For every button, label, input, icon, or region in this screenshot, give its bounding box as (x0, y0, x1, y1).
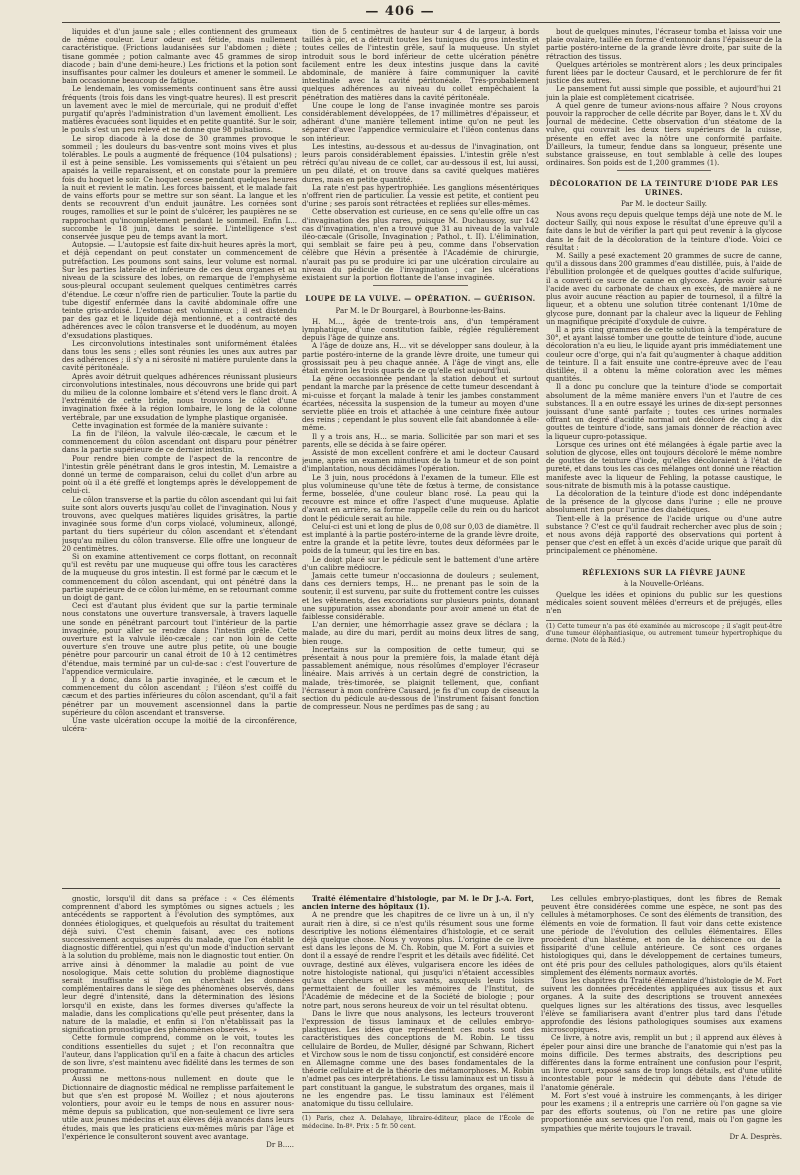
paragraph: Jamais cette tumeur n'occasionna de douleurs ; seulement, dans ces derniers temps, H... ne prenant pas le soin de la soutenir, il est survenu, par suite du frottement contre les cuisses et les vêtements, des excoriations sur plusieurs points, donnant une suppuration assez abondante pour avoir amené un état de faiblesse considérable. (302, 571, 539, 622)
paragraph: Les circonvolutions intestinales sont uniformément étalées dans tous les sens ; elles sont réunies les unes aux autres par des adhérences ; il s'y a ni sérosité ni matière purulente dans la cavité péritonéale. (62, 338, 297, 373)
paragraph: Le lendemain, les vomissements continuent sans être aussi fréquents (trois fois dans les vingt-quatre heures). Il est prescrit un lavement avec le miel de mercuriale, qui ne produit d'effet purgatif qu'après l'administration d'un lavement émollient. Les matières évacuées sont liquides et en petite quantité. Sur le soir, le pouls s'est un peu relevé et ne donne que 98 pulsations. (62, 84, 297, 135)
article-byline: Par M. le Dr Bourgarel, à Bourbonne-les-Bains. (335, 305, 506, 315)
article-title: RÉFLEXIONS SUR LA FIÈVRE JAUNE (582, 567, 746, 577)
paragraph: Le doigt placé sur le pédicule sent le battement d'une artère d'un calibre médiocre. (302, 554, 539, 572)
paragraph: Autopsie. — L'autopsie est faite dix-huit heures après la mort, et déjà cependant on peut constater un commencement de putréfaction. Les poumons sont sains, leur volume est normal. Sur les parties latérale et inférieure de ces deux organes et au niveau de la scissure des lobes, on remarque de l'emphysème sous-pleural occupant seulement quelques centimètres carrés d'étendue. Le cœur n'offre rien de particulier. Toute la partie du tube digestif enfermée dans la cavité abdominale offre une teinte gris-ardoisé. L'estomac est volumineux ; il est distendu par des gaz et le liquide déjà mentionné, et a contracté des adhérences avec le côlon transverse et le duodénum, au moyen d'exsudations plastiques. (62, 240, 297, 340)
paragraph: Après avoir détruit quelques adhérences réunissant plusieurs circonvolutions intestinales, nous découvrons une bride qui part du milieu de la colonne lombaire et s'étend vers le flanc droit. A l'extrémité de cette bride, nous trouvons le côlet d'une invagination fixée à la région lombaire, le long de la colonne vertébrale, par une exsudation de lymphe plastique organisée. (62, 371, 297, 422)
paragraph: A ne prendre que les chapitres de ce livre un à un, il n'y aurait rien à dire, si ce n'est qu'ils résument sous une forme descriptive les notions élémentaires d'histologie, et ce serait déjà quelque chose. Nous y voyons plus. L'origine de ce livre est dans les leçons de M. Ch. Robin, que M. Fort a suivies et dont il a essayé de rendre l'esprit et les détails avec fidélité. Cet ouvrage, destiné aux élèves, vulgarisera encore les idées de notre histologiste national, qui jusqu'ici n'étaient accessibles qu'aux chercheurs et aux savants, auxquels leurs loisirs permettaient de fouiller les mémoires de l'Institut, de l'Académie de médecine et de la Société de biologie ; pour notre part, nous serons heureux de voir un tel résultat obtenu. (302, 910, 534, 1010)
bottom-column-3 (541, 895, 782, 1163)
paragraph: La décoloration de la teinture d'iode est donc indépendante de la présence de la glycose dans l'urine ; elle ne prouve absolument rien pour l'urine des diabétiques. (546, 488, 782, 515)
paragraph: Le côlon transverse et la partie du côlon ascendant qui lui fait suite sont alors ouverts jusqu'au collet de l'invagination. Nous y trouvons, avec quelques matières liquides grisâtres, la partie invaginée sous forme d'un corps violacé, volumineux, allongé, partant du tiers supérieur du côlon ascendant et s'étendant jusqu'au milieu du côlon transverse. Elle offre une longueur de 20 centimètres. (62, 494, 297, 553)
paragraph: Ce livre, à notre avis, remplit un but ; il apprend aux élèves à épeler pour ainsi dire une branche de l'anatomie qui n'est pas la moins difficile. Des termes abstraits, des descriptions peu différentes dans la forme entraînent une confusion pour l'esprit, un livre court, exposé sans de trop longs détails, est d'une utilité incontestable pour le médecin qui débute dans l'étude de l'anatomie générale. (541, 1033, 782, 1092)
page-number: — 406 — (365, 4, 435, 19)
paragraph: Les cellules embryo-plastiques, dont les fibres de Remak peuvent être considérées comme une espèce, ne sont pas des cellules à métamorphoses. Ce sont des éléments de transition, des éléments en voie de formation. Il faut voir dans cette existence une période de l'évolution des cellules élémentaires. Elles procèdent d'un blastème, et non de la déhiscence ou de la fissiparité d'une cellule antérieure. Ce sont ces organes histologiques qui, dans le développement de certaines tumeurs, ont été pris pour des cellules pathologiques, alors qu'ils étaient simplement des éléments normaux avortés. (541, 895, 782, 977)
paragraph: Le sirop diacode à la dose de 30 grammes provoque le sommeil ; les douleurs du bas-ventre sont moins vives et plus tolérables. Le pouls a augmenté de fréquence (104 pulsations) ; il est à peine sensible. Les vomissements qui s'étaient un peu apaisés la veille reparaissent, et on constate pour la première fois du hoquet le soir. Ce hoquet cesse pendant quelques heures la nuit et revient le matin. Les forces baissent, et le malade fait de vains efforts pour se mettre sur son séant. La langue et les dents se recouvrent d'un enduit jaunâtre. Les cornées sont rouges, ramollies et sur le point de s'ulcérer, les paupières ne se rapprochant qu'incomplètement pendant le sommeil. Enfin L... succombe le 18 juin, dans le soirée. L'intelligence s'est conservée jusque peu de temps avant la mort. (62, 133, 297, 242)
paragraph: Si on examine attentivement ce corps flottant, on reconnaît qu'il est revêtu par une muqueuse qui offre tous les caractères de la muqueuse du gros intestin. Il est formé par le cæcum et le commencement du côlon ascendant, qui ont pénétré dans la partie supérieure de ce côlon lui-même, en se retournant comme un doigt de gant. (62, 552, 297, 603)
paragraph: Il a pris cinq grammes de cette solution à la température de 30°, et ayant laissé tomber une goutte de teinture d'iode, aucune décoloration n'a eu lieu, le liquide ayant pris immédiatement une couleur ocre d'orge, qui n'a fait qu'augmenter à chaque addition de teinture. Il a fait ensuite une contre-épreuve avec de l'eau distillée, il a obtenu la même coloration avec les mêmes quantités. (546, 324, 782, 384)
paragraph: liquides et d'un jaune sale ; elles contiennent des grumeaux de même couleur. Leur odeur est fétide, mais nullement caractéristique. (Frictions laudanisées sur l'abdomen ; diète ; tisane gommée ; potion calmante avec 45 grammes de sirop diacode ; bain d'une demi-heure.) Les frictions et la potion sont insuffisantes pour calmer les douleurs et amener le sommeil. Le bain occasionne beaucoup de fatigue. (62, 28, 297, 86)
signature: Dr B..... (266, 1140, 294, 1150)
paragraph: Cette observation est curieuse, en ce sens qu'elle offre un cas d'invagination des plus rares, puisque M. Duchaussoy, sur 142 cas d'invagination, n'en a trouvé que 31 au niveau de la valvule iléo-cæcale (Grisolle, Invagination ; Pathol., t. II). L'élimination, qui semblait se faire peu à peu, comme dans l'observation célèbre que Hévin a présentée à l'Académie de chirurgie, n'aurait pas pu se produire ici par une ulcération circulaire au niveau du pédicule de l'invagination ; car les ulcérations existaient sur la portion flottante de l'anse invaginée. (302, 207, 539, 283)
paragraph: Une vaste ulcération occupe la moitié de la circonférence, ulcéra- (62, 716, 297, 734)
paragraph: gnostic, lorsqu'il dit dans sa préface : « Ces éléments comprennent d'abord les symptômes ou signes actuels ; les antécédents se rapportent à l'évolution des symptômes, aux données étiologiques, et quelquefois au résultat du traitement déjà suivi. C'est chemin faisant, avec ces notions successivement acquises auprès du malade, que l'on établit le diagnostic différentiel, qui n'est qu'un mode d'induction servant à la solution du problème, mais non le diagnostic tout entier. On arrive ainsi à dénommer la maladie au point de vue nosologique. Mais cette solution du problème diagnostique serait insuffisante si l'on en cherchait les données complémentaires dans le siège des phénomènes observés, dans leur degré d'intensité, dans la détermination des lésions lorsqu'il en existe, dans les formes diverses qu'affecte la maladie, dans les complications qu'elle peut présenter, dans la nature de la maladie, et enfin si l'on n'établissait pas la signification pronostique des phénomènes observés. » (62, 895, 294, 1035)
paragraph: Assisté de mon excellent confrère et ami le docteur Causard jeune, après un examen minutieux de la tumeur et de son point d'implantation, nous décidâmes l'opération. (302, 447, 539, 474)
article-title: LOUPE DE LA VULVE. — OPÉRATION. — GUÉRISON. (305, 294, 536, 304)
paragraph: A quel genre de tumeur avions-nous affaire ? Nous croyons pouvoir la rapprocher de celle décrite par Boyer, dans le t. XV du Journal de médecine. Cette observation d'un stéatome de la vulve, qui couvrait les deux tiers supérieurs de la cuisse, présente en effet avec la nôtre une conformité parfaite. D'ailleurs, la tumeur, fendue dans sa longueur, présente une substance graisseuse, en tout semblable à celle des loupes ordinaires. Son poids est de 1,200 grammes (1). (546, 100, 782, 168)
paragraph: L'an dernier, une hémorrhagie assez grave se déclara ; la malade, au dire du mari, perdit au moins deux litres de sang, bien rouge. (302, 620, 539, 646)
paragraph: bout de quelques minutes, l'écraseur tomba et laissa voir une plaie ovalaire, taillée en forme d'entonnoir dans l'épaisseur de la partie postéro-interne de la grande lèvre droite, par suite de la rétraction des tissus. (546, 28, 782, 61)
header-rule (62, 22, 780, 23)
paragraph: Nous avons reçu depuis quelque temps déjà une note de M. le docteur Sailly, qui nous expose le résultat d'une épreuve qu'il a faite dans le but de vérifier la part qui peut revenir à la glycose dans le fait de la décoloration de la teinture d'iode. Voici ce résultat : (546, 210, 782, 252)
paragraph: Cette formule comprend, comme on le voit, toutes les conditions essentielles du sujet ; et l'on reconnaîtra que l'auteur, dans l'application qu'il en a faite à chacun des articles de son livre, s'est maintenu avec fidélité dans les termes de son programme. (62, 1033, 294, 1076)
paragraph: La gêne occasionnée pendant la station debout et surtout pendant la marche par la présence de cette tumeur descendant à mi-cuisse et forçant la malade à tenir les jambes constamment écartées, nécessita la suspension de la tumeur au moyen d'une serviette pliée en trois et attachée à une ceinture fixée autour des reins ; cependant le plus souvent elle fait abandonnée à elle-même. (302, 374, 539, 433)
paragraph: M. Sailly a pesé exactement 20 grammes de sucre de canne, qu'il a dissous dans 200 grammes d'eau distillée, puis, à l'aide de l'ébullition prolongée et de quelques gouttes d'acide sulfurique, il a converti ce sucre de canne en glycose. Après avoir saturé l'acide avec du carbonate de chaux en excès, de manière à ne plus avoir aucune réaction au papier de tournesol, il a filtré la liqueur, et a obtenu une solution titrée contenant 1/10me de glycose pure, donnant par la chaleur avec la liqueur de Fehling un magnifique précipité d'oxydule de cuivre. (546, 251, 782, 326)
paragraph: Il y a donc, dans la partie invaginée, et le cæcum et le commencement du côlon ascendant ; l'iléon s'est coiffé du cæcum et des parties inférieures du côlon ascendant, qu'il a fait pénétrer par un mouvement ascensionnel dans la partie supérieure du côlon ascendant et transverse. (62, 675, 297, 717)
footnote: (1) Cette tumeur n'a pas été examinée au microscope ; il s'agit peut-être d'une tumeur éléphantiasique, ou autrement tumeur hypertrophique du derme. (Note de la Réd.) (546, 620, 782, 645)
section-separator (373, 285, 468, 290)
paragraph: Celui-ci est uni et long de plus de 0,08 sur 0,03 de diamètre. Il est implanté à la partie postéro-interne de la grande lèvre droite, entre la grande et la petite lèvre, toutes deux déformées par le poids de la tumeur, qui les tire en bas. (302, 521, 539, 556)
paragraph: H. M..., âgée de trente-trois ans, d'un tempérament lymphatique, d'une constitution faible, réglée régulièrement depuis l'âge de quinze ans. (302, 316, 539, 343)
column-1 (62, 28, 297, 883)
paragraph: Quelques artérioles se montrèrent alors ; les deux principales furent liées par le docteur Causard, et le perchlorure de fer fit justice des autres. (546, 59, 782, 86)
paragraph: tion de 5 centimètres de hauteur sur 4 de largeur, à bords taillés à pic, et a détruit toutes les tuniques du gros intestin et toutes celles de l'intestin grêle, sauf la muqueuse. Un stylet introduit sous le bord inférieur de cette ulcération pénètre facilement entre les deux intestins jusque dans la cavité abdominale, de manière à faire communiquer la cavité intestinale avec la cavité péritonéale. Très-probablement quelques adhérences au niveau du collet empêchaient la pénétration des matières dans la cavité péritonéale. (302, 28, 539, 102)
paragraph: La rate n'est pas hypertrophiée. Les ganglions mésentériques n'offrent rien de particulier. La vessie est petite, et contient peu d'urine ; ses parois sont rétractées et repliées sur elles-mêmes. (302, 182, 539, 209)
paragraph: Incertains sur la composition de cette tumeur, qui se présentait à nous pour la première fois, la malade étant déjà passablement anémique, nous résolûmes d'employer l'écraseur linéaire. Mais arrivés à un certain degré de constriction, la malade, très-timorée, se plaignit tellement, que, confiant l'écraseur à mon confrère Causard, je fis d'un coup de ciseaux la section du pédicule au-dessous de l'instrument faisant fonction de compresseur. Nous ne perdîmes pas de sang ; au (302, 644, 539, 712)
bottom-column-2 (302, 895, 534, 1163)
article-byline: à la Nouvelle-Orléans. (624, 578, 704, 588)
paragraph: Dans le livre que nous analysons, les lecteurs trouveront l'expression de tissus laminaux et de cellules embryo-plastiques. Les idées que représentent ces mots sont des caractéristiques des conceptions de M. Robin. Le tissu cellulaire de Bordeu, de Muller, désigné par Schwann, Richert et Virchow sous le nom de tissu conjonctif, est considéré encore en Allemagne comme une des bases fondamentales de la théorie cellulaire et de la théorie des métamorphoses. M. Robin n'admet pas ces interprétations. Le tissu laminaux est un tissu à part constituant la gangue, le substratum des organes, mais il ne les engendre pas. Le tissu laminaux est l'élément anatomique du tissu cellulaire. (302, 1008, 534, 1109)
bottom-column-1 (62, 895, 294, 1163)
paragraph: A l'âge de douze ans, H... vit se développer sans douleur, à la partie postéro-interne de la grande lèvre droite, une tumeur qui grossissait peu à peu chaque année. A l'âge de vingt ans, elle était environ les trois quarts de ce qu'elle est aujourd'hui. (302, 341, 539, 375)
paragraph: Cette invagination est formée de la manière suivante : (72, 420, 268, 430)
paragraph: Quelque les idées et opinions du public sur les questions médicales soient souvent mêlées d'erreurs et de préjugés, elles n'en (546, 590, 782, 616)
section-rule (62, 888, 780, 889)
signature: Dr A. Desprès. (729, 1131, 782, 1141)
article-byline: Par M. le docteur Sailly. (620, 198, 708, 208)
column-2 (302, 28, 539, 883)
footnote: (1) Paris, chez A. Delahaye, libraire-éditeur, place de l'École de médecine. In-8º. Prix : 5 fr. 50 cent. (302, 1112, 534, 1130)
paragraph: La fin de l'iléon, la valvule iléo-cæcale, le cæcum et le commencement du côlon ascendant ont disparu pour pénétrer dans la partie supérieure de ce dernier intestin. (62, 428, 297, 455)
paragraph: Il y a trois ans, H... se maria. Sollicitée par son mari et ses parents, elle se décida à se faire opérer. (302, 431, 539, 449)
paragraph: Tient-elle à la présence de l'acide urique ou d'une autre substance ? C'est ce qu'il faudrait rechercher avec plus de soin ; et nous avons déjà rapporté des observations qui portent à penser que c'est en effet à un excès d'acide urique que paraît dû principalement ce phénomène. (546, 513, 782, 556)
section-separator (617, 559, 711, 564)
paragraph: M. Fort s'est voué à instruire les commençants, à les diriger pour les examens ; il a entrepris une carrière où l'on gagne sa vie par des efforts soutenus, où l'on ne retire pas une gloire proportionnée aux services que l'on rend, mais où l'on gagne les sympathies que mérite toujours le travail. (541, 1090, 782, 1133)
paragraph: Le 3 juin, nous procédons à l'examen de la tumeur. Elle est plus volumineuse qu'une tête de fœtus à terme, de consistance ferme, bosselée, d'une couleur blanc rosé. La peau qui la recouvre est mince et offre l'aspect d'une muqueuse. Aplatie d'avant en arrière, sa forme rappelle celle du rein ou du haricot dont le pédicule serait au hile. (302, 472, 539, 523)
paragraph: Tous les chapitres du Traité élémentaire d'histologie de M. Fort suivent les données précédentes appliquées aux tissus et aux organes. A la suite des descriptions se trouvent annexées quelques lignes sur les altérations des tissus, avec lesquelles l'élève se familiarisera avant d'entrer plus tard dans l'étude approfondie des lésions pathologiques soumises aux examens microscopiques. (541, 976, 782, 1035)
review-title: Traité élémentaire d'histologie, par M. le Dr J.-A. Fort, ancien interne des hôpitaux (1). (302, 895, 534, 912)
paragraph: Les intestins, au-dessous et au-dessus de l'invagination, ont leurs parois considérablement épaissies. L'intestin grêle n'est rétréci qu'au niveau de ce collet, car au-dessous il est, lui aussi, un peu dilaté, et on trouve dans sa cavité quelques matières dures, mais en petite quantité. (302, 141, 539, 184)
paragraph: Lorsque ces urines ont été mélangées à égale partie avec la solution de glycose, elles ont toujours décoloré le même nombre de gouttes de teinture d'iode, qu'elles décoloraient à l'état de pureté, et dans tous les cas ces mélanges ont donné une réaction manifeste avec la liqueur de Fehling, la potasse caustique, le sous-nitrate de bismuth mis à la potasse caustique. (546, 439, 782, 490)
paragraph: Ceci est d'autant plus évident que sur la partie terminale nous constatons une ouverture transversale, à travers laquelle une sonde en pénétrant parcourt tout l'intérieur de la partie invaginée, pour aller se rendre dans l'intestin grêle. Cette ouverture est la valvule iléo-cæcale ; car non loin de cette ouverture s'en trouve une autre plus petite, où une bougie pénètre pour parcourir un canal étroit de 10 à 12 centimètres d'étendue, mais terminé par un cul-de-sac : c'est l'ouverture de l'appendice vermiculaire. (62, 601, 297, 676)
article-title: DÉCOLORATION DE LA TEINTURE D'IODE PAR LES URINES. (549, 179, 779, 197)
paragraph: Aussi ne mettons-nous nullement en doute que le Dictionnaire de diagnostic médical ne remplisse parfaitement le but que s'en est proposé M. Woillez ; et nous ajouterons volontiers, pour avoir eu le temps de nous en assurer nous-même depuis sa publication, que non-seulement ce livre sera utile aux jeunes médecins et aux élèves déjà avancés dans leurs études, mais que les praticiens eux-mêmes mûris par l'âge et l'expérience le consulteront souvent avec avantage. (62, 1074, 294, 1141)
column-3 (546, 28, 782, 883)
section-separator (617, 170, 711, 175)
paragraph: Une coupe le long de l'anse invaginée montre ses parois considérablement développées, de 17 millimètres d'épaisseur, et adhérant d'une manière tellement intime qu'on ne peut les séparer d'avec l'appendice vermiculaire et l'iléon contenus dans son intérieur. (302, 100, 539, 143)
paragraph: Il a donc pu conclure que la teinture d'iode se comportait absolument de la même manière envers l'un et l'autre de ces substances. Il a en outre essayé les urines de dix-sept personnes jouissant d'une santé parfaite ; toutes ces urines normales offrant un degré d'acidité normal ont décoloré de cinq à dix gouttes de teinture d'iode, sans jamais donner de réaction avec la liqueur cupro-potassique. (546, 382, 782, 441)
paragraph: Le pansement fut aussi simple que possible, et aujourd'hui 21 juin la plaie est complètement cicatrisée. (546, 84, 782, 102)
paragraph: Pour rendre bien compte de l'aspect de la rencontre de l'intestin grêle pénétrant dans le gros intestin, M. Lemaistre a donné un terme de comparaison, celui du collet d'un arbre au point où il a été greffé et longtemps après le développement de celui-ci. (62, 453, 297, 496)
